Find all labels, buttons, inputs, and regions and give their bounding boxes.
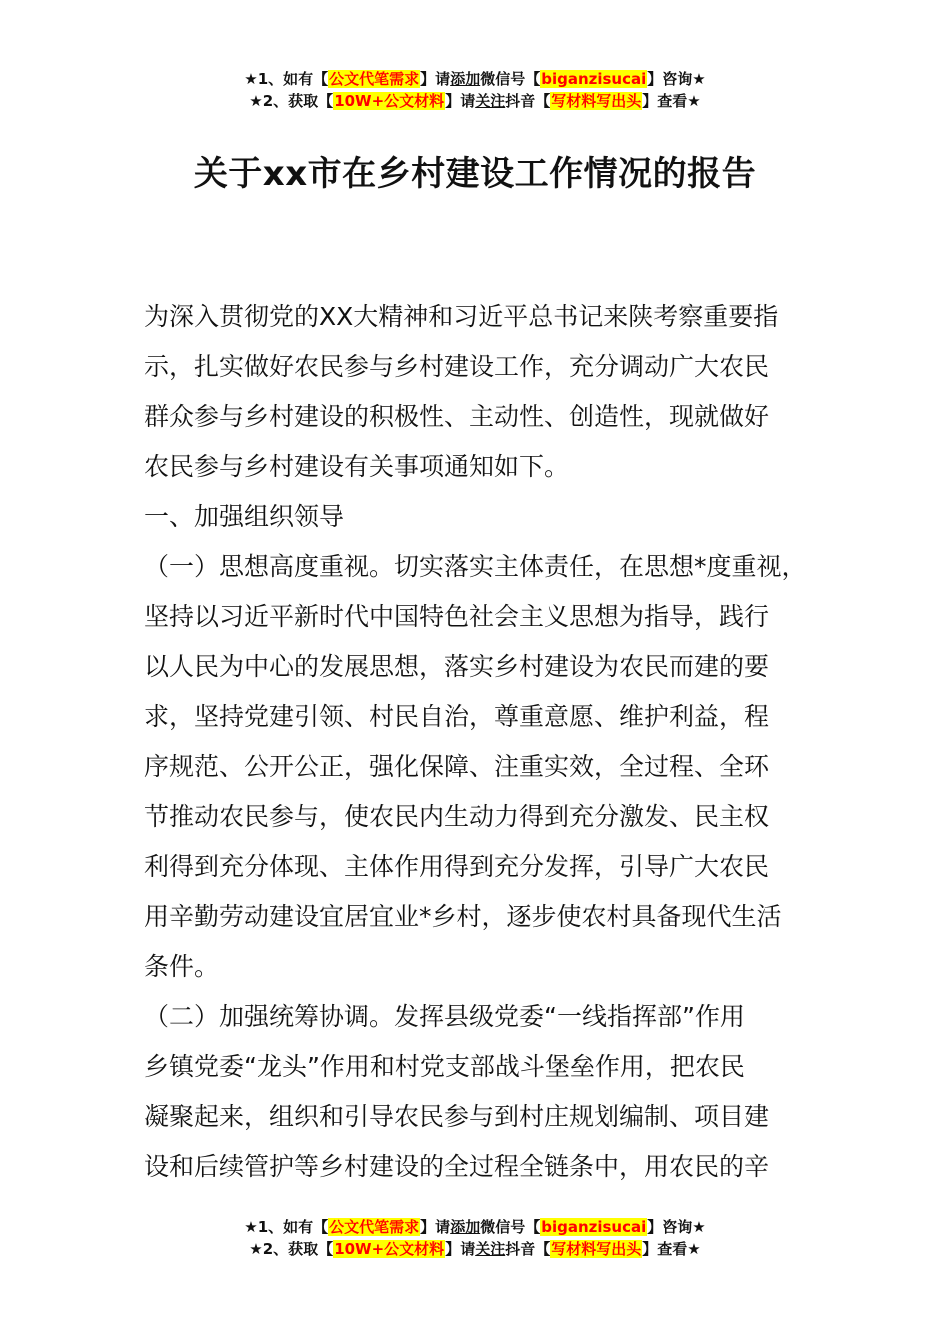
document-title: 关于xx市在乡村建设工作情况的报告 bbox=[193, 154, 757, 194]
banner-text: 】查看★ bbox=[642, 92, 701, 110]
body-line: 坚持以习近平新时代中国特色社会主义思想为指导，践行 bbox=[144, 602, 770, 631]
banner-text: ★1、如有【 bbox=[244, 70, 329, 88]
banner-emphasis: 关注 bbox=[475, 1240, 506, 1258]
banner-text: 】咨询★ bbox=[647, 1218, 706, 1236]
banner-line-1 bbox=[0, 1216, 950, 1238]
banner-line-1 bbox=[0, 68, 950, 90]
banner-emphasis: 添加 bbox=[450, 1218, 481, 1236]
body-line: 序规范、公开公正，强化保障、注重实效，全过程、全环 bbox=[144, 752, 770, 781]
banner-highlight: 公文代笔需求 bbox=[329, 70, 420, 88]
top-banner bbox=[0, 68, 950, 112]
body-line: 节推动农民参与，使农民内生动力得到充分激发、民主权 bbox=[144, 802, 770, 831]
banner-highlight: 10W+公文材料 bbox=[334, 92, 445, 110]
body-line: 凝聚起来，组织和引导农民参与到村庄规划编制、项目建 bbox=[144, 1102, 770, 1131]
body-line: 条件。 bbox=[144, 952, 220, 981]
bottom-banner bbox=[0, 1216, 950, 1260]
banner-highlight: 写材料写出头 bbox=[551, 1240, 642, 1258]
banner-text: ★2、获取【 bbox=[249, 1240, 334, 1258]
banner-highlight: 10W+公文材料 bbox=[334, 1240, 445, 1258]
banner-line-2 bbox=[0, 90, 950, 112]
body-line: 求，坚持党建引领、村民自治，尊重意愿、维护利益，程 bbox=[144, 702, 770, 731]
banner-text: 微信号【 bbox=[480, 70, 541, 88]
banner-text: 】查看★ bbox=[642, 1240, 701, 1258]
banner-text: 】咨询★ bbox=[647, 70, 706, 88]
banner-highlight: 公文代笔需求 bbox=[329, 1218, 420, 1236]
banner-line-2 bbox=[0, 1238, 950, 1260]
banner-emphasis: 关注 bbox=[475, 92, 506, 110]
banner-highlight: 写材料写出头 bbox=[551, 92, 642, 110]
body-line: 一、加强组织领导 bbox=[144, 502, 345, 531]
banner-text: 】请 bbox=[445, 92, 476, 110]
document-body bbox=[144, 292, 834, 1192]
banner-text: 】请 bbox=[420, 70, 451, 88]
banner-emphasis: 添加 bbox=[450, 70, 481, 88]
body-line: （二）加强统筹协调。发挥县级党委“一线指挥部”作用 bbox=[144, 1002, 745, 1031]
banner-text: 抖音【 bbox=[505, 1240, 551, 1258]
banner-highlight: biganzisucai bbox=[541, 70, 647, 88]
body-line: 乡镇党委“龙头”作用和村党支部战斗堡垒作用，把农民 bbox=[144, 1052, 745, 1081]
body-line: 利得到充分体现、主体作用得到充分发挥，引导广大农民 bbox=[144, 852, 770, 881]
banner-text: ★1、如有【 bbox=[244, 1218, 329, 1236]
banner-text: 微信号【 bbox=[480, 1218, 541, 1236]
body-line: （一）思想高度重视。切实落实主体责任，在思想*度重视， bbox=[144, 552, 807, 581]
body-line: 设和后续管护等乡村建设的全过程全链条中，用农民的辛 bbox=[144, 1152, 770, 1181]
body-line: 为深入贯彻党的XX大精神和习近平总书记来陕考察重要指 bbox=[144, 302, 779, 331]
body-line: 农民参与乡村建设有关事项通知如下。 bbox=[144, 452, 570, 481]
banner-text: 抖音【 bbox=[505, 92, 551, 110]
banner-text: 】请 bbox=[445, 1240, 476, 1258]
body-line: 以人民为中心的发展思想，落实乡村建设为农民而建的要 bbox=[144, 652, 770, 681]
body-line: 示，扎实做好农民参与乡村建设工作，充分调动广大农民 bbox=[144, 352, 770, 381]
banner-highlight: biganzisucai bbox=[541, 1218, 647, 1236]
body-line: 群众参与乡村建设的积极性、主动性、创造性，现就做好 bbox=[144, 402, 770, 431]
body-line: 用辛勤劳动建设宜居宜业*乡村，逐步使农村具备现代生活 bbox=[144, 902, 782, 931]
banner-text: 】请 bbox=[420, 1218, 451, 1236]
banner-text: ★2、获取【 bbox=[249, 92, 334, 110]
